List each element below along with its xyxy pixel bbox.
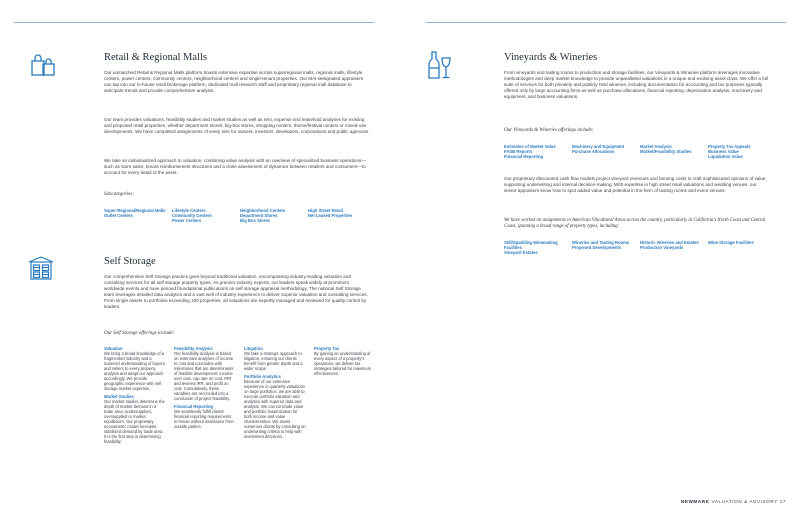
vineyards-offering-col-1 [504,144,568,159]
vineyards-type-col-3 [640,240,700,250]
retail-subtype-col-4 [308,208,374,218]
storage-title: Self Storage [104,256,156,267]
offering-title: Litigation [244,346,263,351]
offering-title: Financial Reporting [174,404,214,410]
vineyards-paragraph-2: Our proprietary discounted cash flow models project vineyard revenues and farming costs to craft sophisticated opinions of value, supporting underwriting and internal decision-making. With expertise in high street retail valuations and wedding venues, our senior appraisers know how to spot added value and potential in the form of tasting rooms and event venues. [504,176,767,194]
offering-body: Our feasibility analysis is based on extensive analyses of income to cost and concludes with milestones that are determinants of feasible development: income over cost, cap rate on cost, IRR and levered IRR, and profit on cost. Cumulatively, these variables are reconciled into a conclusion of project feasibility. [174,351,234,402]
retail-paragraph-3: We take an individualized approach to valuation, combining value analysis with an overview of specialized business operations—such as store sales, tenant reimbursement structures and a close assessment of dynamics between retailers and consumers—to account for every detail of the asset. [104,158,366,176]
vineyards-offering-col-4 [708,144,772,159]
vineyards-offering[interactable]: FASB Reports [504,149,533,155]
storage-paragraph-1: Our comprehensive Self Storage practice goes beyond traditional valuation, encompassing industry-leading valuation and consulting services for all self storage property types. As premier industry experts, our leaders speak widely at prominent worldwide events and have penned foundational publications on self storage appraisal methodology. The national Self Storage team leverages detailed data analytics and a vast well of industry experience to deliver superior valuation and consulting services. From single assets to portfolios exceeding 100 properties, all valuations are expertly managed and reviewed for quality control by leaders. [104,274,368,310]
retail-subtype[interactable]: Lifestyle Centers [172,208,206,213]
vineyards-offering[interactable]: Property Tax Appeals [708,144,751,149]
vineyards-offering[interactable]: Liquidation Value [708,154,743,160]
retail-title: Retail & Regional Malls [104,52,207,63]
top-rule [14,22,374,23]
offering-title: Valuation [104,346,123,351]
shopping-bags-icon [30,53,56,82]
vineyards-offering[interactable]: Purchase Allocations [572,149,615,155]
offering-body: By gaining an understanding of every aspect of a property's operations, we deliver tax strategies tailored for maximum effectiveness. [314,351,372,377]
retail-subtype[interactable]: High Street Retail [308,208,343,213]
retail-subtype[interactable]: Outlet Centers [104,213,133,219]
storage-offering-col-2 [174,346,236,432]
vineyards-offering[interactable]: Machinery and Equipment [572,144,625,149]
storage-offering-col-4 [314,346,376,379]
vineyards-offering-col-2 [572,144,632,154]
vineyards-type[interactable]: Proposed Developments [572,245,622,251]
vineyards-type[interactable]: Historic Wineries and Estates [640,240,699,245]
offering-body: We take a strategic approach to litigation, ensuring our clients benefit from greater depth and a wider scope. [244,351,303,372]
offering-body: Our market studies determine the depth of market demand in a trade area: undersupplied, oversupplied or market equilibrium. Our proprietary econometric model forecasts stabilized demand by trade area. It is the first step in determining feasibility. [104,399,165,445]
vineyards-type[interactable]: Wineries and Tasting Rooms [572,240,630,245]
offering-body: Because of our extensive experience in quarterly valuations on large portfolios, we are able to execute portfolio valuation and analytics with superior data and analysis. We can conclude value and portfolio maximization for both income and value characteristics. We assist numerous clients by consulting on underwriting criteria to help with investment decisions. [244,379,306,440]
top-rule [426,22,786,23]
vineyards-type-col-1 [504,240,566,255]
storage-offering-col-1 [104,346,166,447]
offering-title: Property Tax [314,346,340,351]
vineyards-type[interactable]: Production Vineyards [640,245,684,251]
offering-body: We bring a broad knowledge of a fragmented industry and a nuanced understanding of buyers and sellers to every property analysis and adapt our approach accordingly. We provide geographic experience with self storage market expertise. [104,351,165,392]
retail-subtype-col-2 [172,208,234,223]
vineyards-offering-col-3 [640,144,700,154]
vineyards-offering[interactable]: Market/Feasibility Studies [640,149,692,155]
offering-body: We seamlessly fulfill clients' financial reporting requirements in-house without assistance from outside parties. [174,409,234,430]
vineyards-assignments-note: We have worked on assignments in American Viticultural Areas across the country, particularly in California's North Coast and Central Coast, spanning a broad range of property types, including: [504,218,766,229]
vineyards-type[interactable]: Still/Sparkling Winemaking Facilities [504,240,558,251]
right-page [400,0,800,518]
retail-subtype[interactable]: Super-Regional/Regional Malls [104,208,166,213]
retail-subtype-col-3 [240,208,302,223]
vineyards-type-col-4 [708,240,772,245]
page-number: 17 [779,499,786,504]
retail-subtype[interactable]: Big Box Stores [240,218,271,224]
vineyards-type-col-2 [572,240,632,250]
retail-subtype[interactable]: Net Leased Properties [308,213,353,219]
wine-bottle-glass-icon [426,50,452,85]
vineyards-offering[interactable]: Business Value [708,149,739,155]
retail-subtype-col-1 [104,208,166,218]
vineyards-offering[interactable]: Market Analysis [640,144,672,149]
retail-subtype[interactable]: Community Centers [172,213,212,219]
retail-paragraph-2: Our team provides valuations, feasibility studies and market studies as well as rent, expense and leasehold analyses for existing and proposed retail properties, whether department stores, big-box stores, shopping centers, theme/festival centers or mixed-use developments. We have completed assignments of every size for owners, investors, developers, corporations and public agencies. [104,117,370,135]
vineyards-type[interactable]: Vineyard Estates [504,250,538,256]
footer-section: VALUATION & ADVISORY [711,499,778,504]
offering-title: Portfolio Analytics [244,374,281,380]
footer-brand: NEWMARK [680,499,710,504]
retail-subtype[interactable]: Neighborhood Centers [240,208,286,213]
retail-subtype[interactable]: Power Centers [172,218,202,224]
offering-title: Feasibility Analysis [174,346,213,351]
vineyards-type[interactable]: Wine Storage Facilities [708,240,754,245]
vineyards-paragraph-1: From vineyards and tasting rooms to production and storage facilities, our Vineyards & Wineries platform leverages innovative methodologies and deep market knowledge to provide unparalleled valuations in a unique and evolving asset class. We offer a full suite of services for both privately and publicly held wineries, including documentation for accounting and tax purposes typically offered only by large accounting firms as well as purchase allocations, financial reporting, depreciation analysis, machinery and equipment, and business valuations. [504,70,769,100]
retail-subtypes-label: Subcategories: [104,192,134,197]
vineyards-title: Vineyards & Wineries [504,52,598,63]
storage-units-icon [28,256,54,285]
storage-offerings-label: Our Self Storage offerings include: [104,331,175,336]
vineyards-offering[interactable]: Estimates of Market Value [504,144,556,149]
offering-title: Market Studies [104,394,134,400]
vineyards-offerings-label: Our Vineyards & Wineries offerings include: [504,128,594,133]
vineyards-offering[interactable]: Financial Reporting [504,154,544,160]
page-footer [681,499,786,504]
storage-offering-col-3 [244,346,306,442]
retail-paragraph-1: Our unmatched Retail & Regional Malls platform boasts extensive expertise across superregional malls, regional malls, lifestyle centers, power centers, community centers, neighborhood centers and single-tenant properties. Our MAI-designated appraisers can tap into our in-house retail brokerage platform, dedicated mall research staff and proprietary regional mall database to anticipate trends and provide comprehensive analysis. [104,70,364,94]
retail-subtype[interactable]: Department Stores [240,213,278,219]
